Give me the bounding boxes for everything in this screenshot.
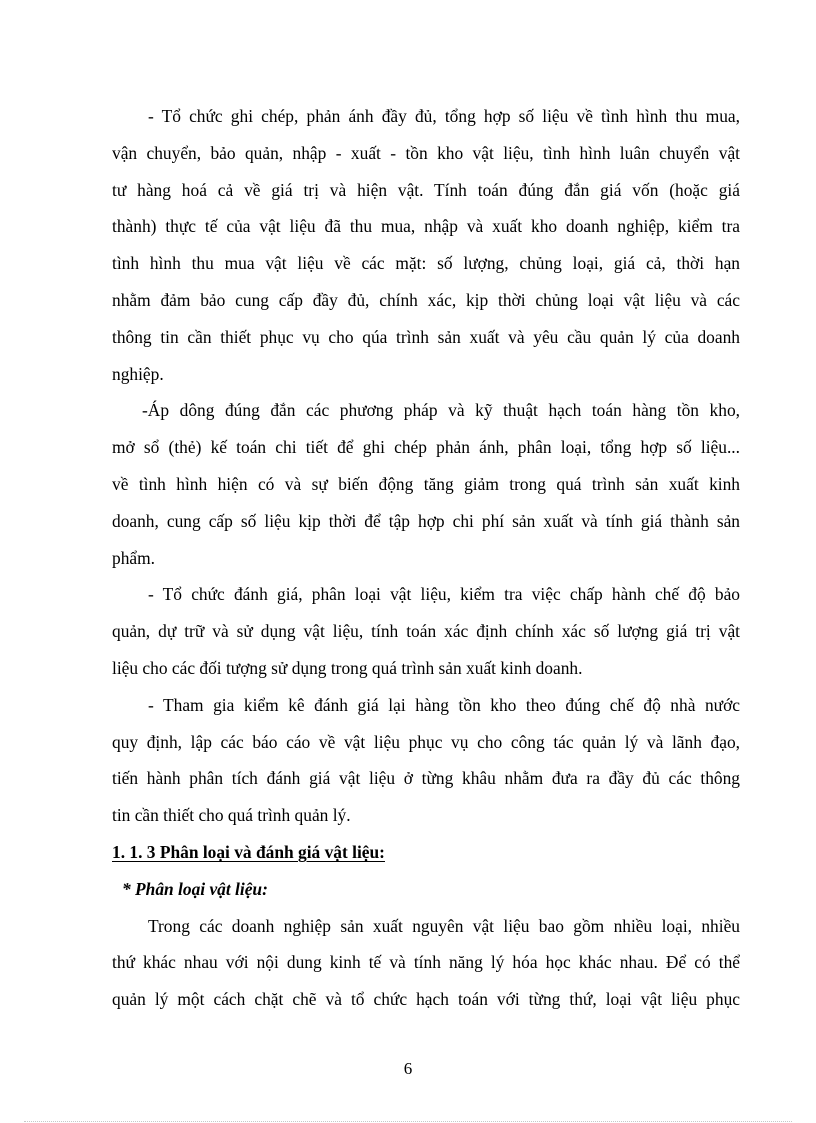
paragraph-line: Trong các doanh nghiệp sản xuất nguyên vật liệu bao gồm nhiều loại, nhiều — [148, 915, 740, 936]
paragraph-line: - Tham gia kiểm kê đánh giá lại hàng tồn kho theo đúng chế độ nhà nước — [148, 694, 740, 715]
paragraph-line: doanh, cung cấp số liệu kịp thời để tập hợp chi phí sản xuất và tính giá thành sản — [112, 510, 740, 531]
paragraph-line: thông tin cần thiết phục vụ cho qúa trình sản xuất và yêu cầu quản lý của doanh — [112, 326, 740, 347]
paragraph-line: tiến hành phân tích đánh giá vật liệu ở từng khâu nhằm đưa ra đầy đủ các thông — [112, 768, 740, 789]
paragraph-line: quản, dự trữ và sử dụng vật liệu, tính toán xác định chính xác số lượng giá trị vật — [112, 621, 740, 642]
paragraph-line: phẩm. — [112, 547, 155, 568]
footer-divider — [24, 1121, 792, 1122]
subsection-heading: * Phân loại vật liệu: — [122, 878, 268, 899]
paragraph-line: vận chuyển, bảo quản, nhập - xuất - tồn kho vật liệu, tình hình luân chuyển vật — [112, 142, 740, 163]
paragraph-line: liệu cho các đối tượng sử dụng trong quá trình sản xuất kinh doanh. — [112, 657, 583, 678]
paragraph-line: quản lý một cách chặt chẽ và tổ chức hạch toán với từng thứ, loại vật liệu phục — [112, 989, 740, 1010]
paragraph-line: tình hình thu mua vật liệu về các mặt: số lượng, chủng loại, giá cả, thời hạn — [112, 253, 740, 274]
paragraph-line: mở sổ (thẻ) kế toán chi tiết để ghi chép phản ánh, phân loại, tổng hợp số liệu... — [112, 437, 740, 458]
paragraph-line: nhằm đảm bảo cung cấp đầy đủ, chính xác, kịp thời chủng loại vật liệu và các — [112, 289, 740, 310]
paragraph-line: về tình hình hiện có và sự biến động tăng giảm trong quá trình sản xuất kinh — [112, 473, 740, 494]
paragraph-line: - Tổ chức ghi chép, phản ánh đầy đủ, tổng hợp số liệu về tình hình thu mua, — [148, 106, 740, 126]
page-number: 6 — [403, 1059, 413, 1078]
paragraph-line: nghiệp. — [112, 363, 164, 384]
paragraph-line: tin cần thiết cho quá trình quản lý. — [112, 805, 351, 826]
paragraph-line: tư hàng hoá cả về giá trị và hiện vật. Tính toán đúng đắn giá vốn (hoặc giá — [112, 179, 740, 200]
paragraph-line: thành) thực tế của vật liệu đã thu mua, nhập và xuất kho doanh nghiệp, kiểm tra — [112, 216, 740, 237]
section-heading: 1. 1. 3 Phân loại và đánh giá vật liệu: — [112, 841, 385, 862]
paragraph-line: thứ khác nhau với nội dung kinh tế và tính năng lý hóa học khác nhau. Để có thể — [112, 952, 740, 973]
document-body — [112, 98, 740, 1018]
paragraph-line: -Áp dông đúng đắn các phương pháp và kỹ thuật hạch toán hàng tồn kho, — [142, 400, 740, 421]
paragraph-line: - Tổ chức đánh giá, phân loại vật liệu, kiểm tra việc chấp hành chế độ bảo — [148, 584, 740, 605]
paragraph-line: quy định, lập các báo cáo về vật liệu phục vụ cho công tác quản lý và lãnh đạo, — [112, 731, 740, 752]
